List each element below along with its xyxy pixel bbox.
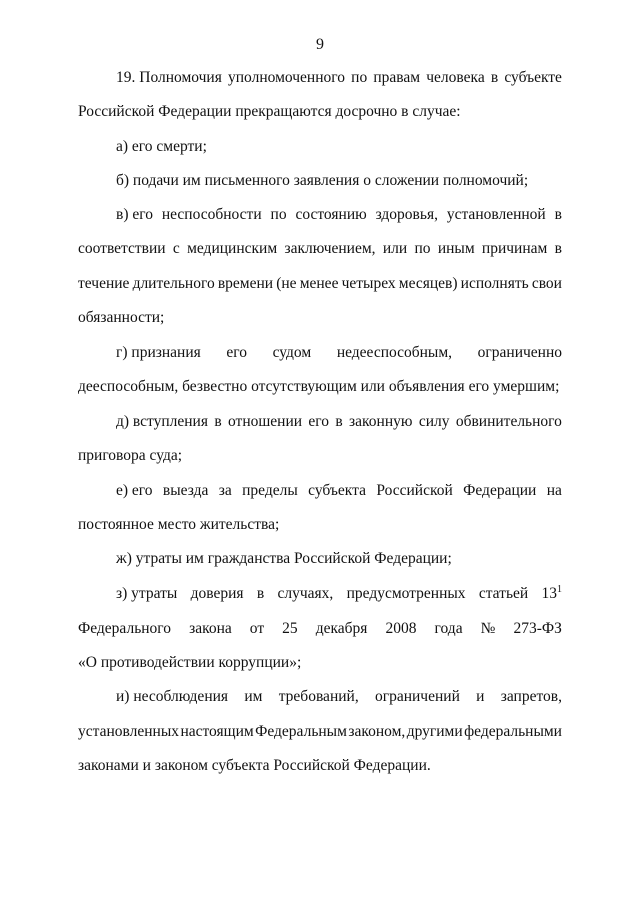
item19-line1 xyxy=(116,68,562,88)
word: и xyxy=(476,688,485,705)
word: в xyxy=(490,69,499,86)
word: его xyxy=(308,413,330,430)
superscript: 1 xyxy=(557,583,562,595)
word: исполнять xyxy=(460,275,529,292)
word: правам xyxy=(373,69,421,86)
word: Федерации xyxy=(463,482,537,499)
word: соответствии xyxy=(78,240,166,257)
word: з) утраты xyxy=(116,585,178,602)
word: судом xyxy=(272,344,312,361)
word: Российской xyxy=(376,482,453,499)
word: установленной xyxy=(446,206,546,223)
word: в xyxy=(554,206,562,223)
word: в xyxy=(256,585,265,602)
word: состоянию xyxy=(295,206,367,223)
word: медицинским xyxy=(187,240,278,257)
word: в xyxy=(554,240,562,257)
word: на xyxy=(546,482,562,499)
word: федеральными xyxy=(464,723,562,740)
word: месяцев) xyxy=(398,275,458,292)
word: г) признания xyxy=(116,344,201,361)
word: законную xyxy=(349,413,413,430)
word: установленных xyxy=(78,723,179,740)
word: 273-ФЗ xyxy=(513,620,562,637)
word: и) несоблюдения xyxy=(116,688,229,705)
word: субъекте xyxy=(504,69,562,86)
word: предусмотренных xyxy=(346,585,466,602)
word: е) его xyxy=(116,482,153,499)
word: уполномоченного xyxy=(228,69,345,86)
word: с xyxy=(172,240,180,257)
word: запретов, xyxy=(500,688,562,705)
word: длительного xyxy=(132,275,215,292)
item-g-line2: дееспособным, безвестно отсутствующим или объявления его умершим; xyxy=(78,378,560,395)
word: статьей xyxy=(478,585,529,602)
word: выезда xyxy=(162,482,209,499)
word: от xyxy=(249,620,265,637)
item-b: б) подачи им письменного заявления о сложении полномочий; xyxy=(116,172,529,189)
word: случаях, xyxy=(277,585,334,602)
word: Федерального xyxy=(78,620,172,637)
item-v-line2 xyxy=(78,239,562,259)
word: 2008 xyxy=(385,620,417,637)
word: декабря xyxy=(315,620,368,637)
word: д) вступления xyxy=(116,413,208,430)
word: другими xyxy=(406,723,463,740)
item-d-line2: приговора суда; xyxy=(78,447,183,464)
item-a: а) его смерти; xyxy=(116,138,207,155)
word: требований, xyxy=(278,688,359,705)
item-i-line1 xyxy=(116,687,562,707)
word: законом, xyxy=(348,723,406,740)
word: по xyxy=(270,206,287,223)
item-v-line4: обязанности; xyxy=(78,309,165,326)
word: человека xyxy=(426,69,485,86)
word: здоровья, xyxy=(375,206,438,223)
word: времени xyxy=(217,275,274,292)
item-i-line3: законами и законом субъекта Российской Федерации. xyxy=(78,757,431,774)
word: или xyxy=(382,240,408,257)
word: неспособности xyxy=(161,206,262,223)
word: 19. Полномочия xyxy=(116,69,222,86)
word: ограниченно xyxy=(477,344,562,361)
word: Федеральным xyxy=(255,723,347,740)
word: в xyxy=(335,413,343,430)
item-v-line1 xyxy=(116,205,562,225)
word: № xyxy=(480,620,496,637)
word: иным xyxy=(437,240,475,257)
item-v-line3 xyxy=(78,274,562,294)
word: причинам xyxy=(481,240,548,257)
word: в) его xyxy=(116,206,153,223)
word: ограничений xyxy=(374,688,460,705)
item-z-line1 xyxy=(116,584,562,604)
item-z-line3: «О противодействии коррупции»; xyxy=(78,654,302,671)
word: течение xyxy=(78,275,130,292)
word: им xyxy=(244,688,263,705)
word: настоящим xyxy=(180,723,254,740)
word: обвинительного xyxy=(455,413,562,430)
word: свои xyxy=(531,275,562,292)
item-e-line2: постоянное место жительства; xyxy=(78,516,280,533)
word: его xyxy=(226,344,247,361)
item-zh: ж) утраты им гражданства Российской Федерации; xyxy=(116,550,452,567)
word: за xyxy=(218,482,232,499)
word: закона xyxy=(189,620,232,637)
word: четырех xyxy=(341,275,396,292)
word: доверия xyxy=(190,585,244,602)
item-z-line2 xyxy=(78,619,562,639)
item-d-line1 xyxy=(116,412,562,432)
word: года xyxy=(434,620,463,637)
article-number: $13^1$ xyxy=(541,583,562,602)
word: силу xyxy=(418,413,450,430)
word: менее xyxy=(299,275,339,292)
word: в xyxy=(214,413,222,430)
word: субъекта xyxy=(308,482,366,499)
item-g-line1 xyxy=(116,343,562,363)
word: отношении xyxy=(228,413,303,430)
word: (не xyxy=(276,275,297,292)
page-number: 9 xyxy=(316,36,324,53)
word: по xyxy=(414,240,431,257)
word: пределы xyxy=(242,482,298,499)
item-i-line2 xyxy=(78,722,562,742)
item19-line2: Российской Федерации прекращаются досрочно в случае: xyxy=(78,103,461,120)
word: по xyxy=(351,69,368,86)
word: заключением, xyxy=(284,240,376,257)
word: недееспособным, xyxy=(336,344,453,361)
word: 25 xyxy=(282,620,298,637)
item-e-line1 xyxy=(116,481,562,501)
